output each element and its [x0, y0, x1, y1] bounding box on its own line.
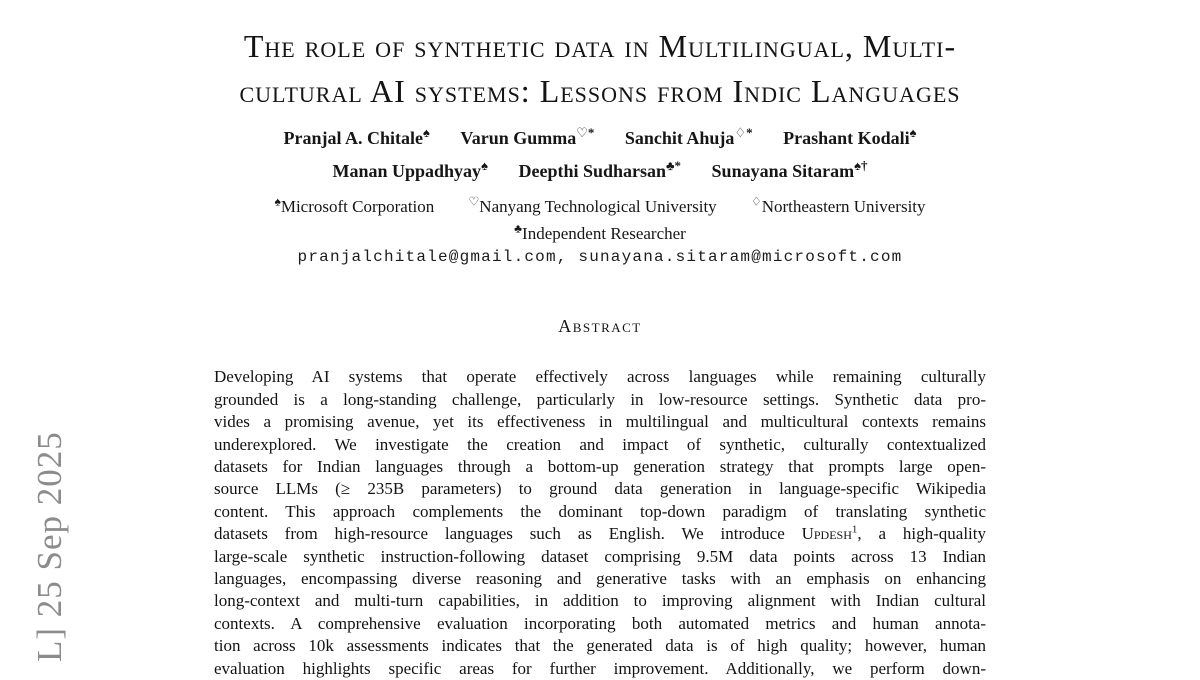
abstract-text: datasets from high-resource languages such as English. We introduce: [214, 524, 785, 544]
affiliation: [274, 194, 435, 216]
authors-line-1: [0, 119, 1200, 152]
author-name: Sanchit Ahuja: [624, 128, 735, 148]
author-emails: pranjalchitale@gmail.com, sunayana.sitaram@microsoft.com: [297, 248, 903, 267]
abstract-line: evaluation highlights specific areas for further improvement. Additionally, we perform down-: [214, 658, 986, 678]
author: [332, 158, 488, 181]
affiliation-list: [0, 190, 1200, 245]
author: [460, 125, 595, 148]
affiliation: [750, 194, 926, 216]
affiliation-mark: ♣*: [666, 158, 682, 173]
abstract-line: content. This approach complements the dominant top-down paradigm of translating synthetic: [214, 501, 986, 521]
arxiv-date-watermark: L] 25 Sep 2025: [30, 431, 69, 662]
author-name: Prashant Kodali: [783, 128, 910, 148]
author-name: Varun Gumma: [460, 128, 577, 148]
abstract-heading: Abstract: [558, 316, 642, 337]
abstract-line: grounded is a long-standing challenge, particularly in low-resource settings. Synthetic data pro-: [214, 389, 986, 409]
affiliation-mark: ♠†: [854, 158, 868, 173]
affiliation-mark: ♠: [909, 125, 917, 140]
affiliation-mark: ♢: [750, 194, 762, 208]
affiliation-name: Nanyang Technological University: [479, 196, 717, 216]
abstract-line: contexts. A comprehensive evaluation incorporating both automated metrics and human annota-: [214, 613, 986, 633]
abstract-line: underexplored. We investigate the creation and impact of synthetic, culturally contextualized: [214, 434, 986, 454]
abstract-body: [214, 366, 986, 680]
abstract-line: source LLMs (≥ 235B parameters) to ground data generation in language-specific Wikipedia: [214, 479, 986, 499]
author-name: Sunayana Sitaram: [711, 161, 855, 181]
affiliation: [514, 221, 686, 244]
affiliations-line-2: [0, 218, 1200, 246]
dataset-name: Updesh: [801, 524, 852, 544]
abstract-line: vides a promising avenue, yet its effectiveness in multilingual and multicultural contexts remains: [214, 412, 986, 432]
paper-title-line-1: The role of synthetic data in Multilingual, Multi-: [243, 28, 957, 64]
affiliation-mark: ♠: [481, 158, 488, 173]
authors-line-2: [0, 152, 1200, 185]
author-list: [0, 119, 1200, 185]
affiliations-line-1: [0, 190, 1200, 218]
affiliation-mark: ♡: [468, 194, 480, 208]
affiliation-name: Microsoft Corporation: [280, 196, 435, 216]
paper-title: [0, 0, 1200, 114]
affiliation-name: Northeastern University: [761, 196, 926, 216]
abstract-line: long-context and multi-turn capabilities, in addition to improving alignment with Indian cultural: [214, 591, 986, 611]
author: [518, 158, 682, 181]
author: [283, 125, 430, 148]
affiliation-mark: ♢*: [734, 125, 753, 140]
abstract-line: languages, encompassing diverse reasoning and generative tasks with an emphasis on enhancing: [214, 568, 986, 588]
abstract-line: datasets for Indian languages through a bottom-up generation strategy that prompts large open-: [214, 456, 986, 476]
paper-title-line-2: cultural AI systems: Lessons from Indic Languages: [239, 73, 961, 109]
abstract-line: Developing AI systems that operate effectively across languages while remaining culturally: [214, 367, 986, 387]
abstract-line-updesh: [214, 523, 986, 545]
affiliation-name: Independent Researcher: [522, 224, 686, 244]
affiliation-mark: ♣: [514, 221, 523, 236]
author-name: Manan Uppadhyay: [332, 161, 482, 181]
author-name: Deepthi Sudharsan: [518, 161, 667, 181]
author: [624, 125, 753, 148]
affiliation-mark: ♠: [422, 125, 430, 140]
abstract-line: large-scale synthetic instruction-following dataset comprising 9.5M data points across 13 Indian: [214, 546, 986, 566]
author: [711, 158, 868, 181]
affiliation-mark: ♠: [274, 194, 281, 208]
footnote-marker: 1: [851, 523, 858, 536]
abstract-line: tion across 10k assessments indicates that the generated data is of high quality; however, human: [214, 636, 986, 656]
affiliation: [468, 194, 717, 216]
abstract-text: , a high-quality: [857, 524, 987, 544]
affiliation-mark: ♡*: [576, 125, 595, 140]
author-name: Pranjal A. Chitale: [283, 128, 423, 148]
author: [783, 125, 917, 148]
